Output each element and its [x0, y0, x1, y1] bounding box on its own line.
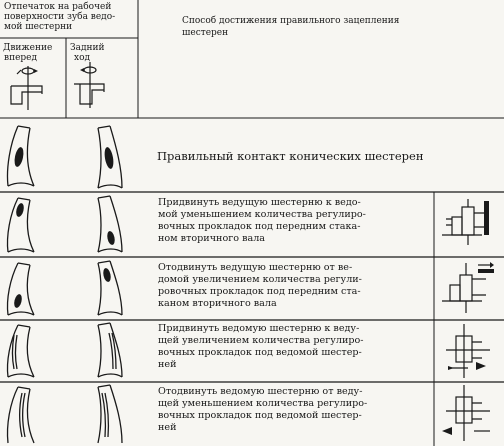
row-text-method-3 — [158, 323, 364, 371]
gear-adjustment-icon — [438, 195, 500, 255]
row-text-correct-contact: Правильный контакт конических шестерен — [157, 149, 424, 163]
forward-title-line: Движение — [3, 43, 53, 53]
gear-adjustment-icon — [438, 259, 500, 319]
gear-tooth-contact-icon — [4, 196, 40, 256]
reverse-title-line: Задний — [70, 43, 105, 53]
method-column-title — [182, 15, 400, 39]
gear-rotation-icon — [8, 64, 48, 114]
row-text-line: ней — [158, 422, 177, 433]
gear-adjustment-icon — [438, 385, 500, 445]
row-text-method-1 — [158, 197, 366, 245]
row-text-line: ном вторичного вала — [158, 233, 266, 244]
gear-tooth-contact-icon — [92, 261, 128, 319]
gear-tooth-contact-icon — [92, 196, 128, 256]
method-title-line: шестерен — [182, 28, 229, 38]
forward-title-line: вперед — [4, 53, 38, 63]
row-text-line: щей уменьшением количества регулиро- — [158, 398, 368, 409]
imprint-title-line: поверхности зуба ведо- — [4, 12, 116, 22]
gear-tooth-contact-icon — [4, 124, 40, 190]
imprint-title-line: мой шестерни — [4, 22, 73, 32]
gear-rotation-icon — [74, 62, 114, 112]
method-title-line: Способ достижения правильного зацепления — [182, 16, 400, 26]
gear-tooth-contact-icon — [4, 385, 40, 445]
row-text-line: щей увеличением количества регулиро- — [158, 335, 364, 346]
row-text-line: мой уменьшением количества регулиро- — [158, 209, 366, 220]
gear-tooth-contact-icon — [92, 385, 128, 445]
row-text-line: вочных прокладок под ведомой шестер- — [158, 347, 362, 358]
row-text-line: вочных прокладок под передним стака- — [158, 221, 361, 232]
reverse-title-line: ход — [74, 53, 91, 63]
row-text-line: каном вторичного вала — [158, 298, 277, 309]
gear-tooth-contact-icon — [4, 323, 40, 381]
imprint-title-line: Отпечаток на рабочей — [4, 2, 112, 12]
row-text-line: Придвинуть ведущую шестерню к ведо- — [158, 197, 361, 208]
row-text-line: Придвинуть ведомую шестерню к веду- — [158, 323, 360, 334]
forward-column-title — [3, 43, 52, 63]
gear-tooth-contact-icon — [4, 261, 40, 319]
row-text-line: ней — [158, 359, 177, 370]
row-text-line: Отодвинуть ведомую шестерню от веду- — [158, 386, 363, 397]
row-text-line: Отодвинуть ведущую шестерню от ве- — [158, 262, 353, 273]
reverse-column-title — [70, 43, 105, 63]
imprint-column-title — [4, 2, 115, 32]
row-text-method-4 — [158, 386, 367, 434]
row-text-line: домой увеличением количества регули- — [158, 274, 362, 285]
gear-tooth-contact-icon — [92, 323, 128, 381]
gear-adjustment-icon — [438, 322, 500, 382]
row-text-line: вочных прокладок под ведомой шестер- — [158, 410, 362, 421]
gear-tooth-contact-icon — [92, 126, 128, 192]
row-text-method-2 — [158, 262, 362, 310]
row-text-line: ровочных прокладок под передним ста- — [158, 286, 361, 297]
